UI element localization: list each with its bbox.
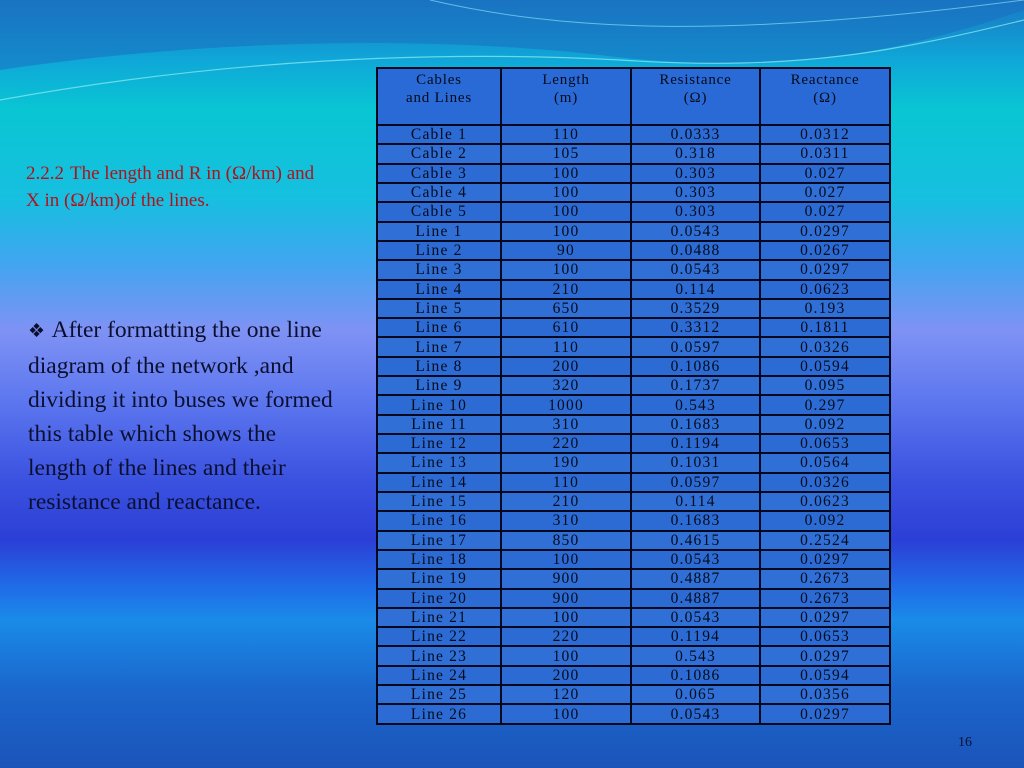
- cell-name: Line 10: [377, 395, 501, 414]
- table-row: [377, 357, 890, 376]
- section-heading-text: The length and R in (Ω/km) and X in (Ω/km)of the lines.: [26, 163, 315, 211]
- cell-length: 220: [501, 627, 631, 646]
- cell-resistance: 0.303: [631, 164, 760, 183]
- cell-length: 100: [501, 164, 631, 183]
- cell-resistance: 0.1086: [631, 666, 760, 685]
- cell-name: Line 8: [377, 357, 501, 376]
- cell-resistance: 0.543: [631, 395, 760, 414]
- cell-length: 210: [501, 280, 631, 299]
- cell-length: 200: [501, 666, 631, 685]
- cell-length: 320: [501, 376, 631, 395]
- cell-length: 200: [501, 357, 631, 376]
- cell-name: Line 15: [377, 492, 501, 511]
- cell-resistance: 0.065: [631, 685, 760, 704]
- table-row: [377, 473, 890, 492]
- cell-name: Line 24: [377, 666, 501, 685]
- cell-name: Cable 3: [377, 164, 501, 183]
- header-line-2: (Ω): [813, 90, 837, 106]
- cell-name: Line 23: [377, 646, 501, 665]
- cell-name: Line 14: [377, 473, 501, 492]
- cell-reactance: 0.0297: [760, 260, 890, 279]
- cell-length: 900: [501, 569, 631, 588]
- table-row: [377, 299, 890, 318]
- cell-length: 900: [501, 589, 631, 608]
- cell-length: 120: [501, 685, 631, 704]
- cell-name: Line 16: [377, 511, 501, 530]
- cell-reactance: 0.193: [760, 299, 890, 318]
- cell-reactance: 0.0326: [760, 473, 890, 492]
- header-line-2: (Ω): [683, 90, 708, 106]
- line-data-table: [376, 67, 891, 725]
- cell-length: 650: [501, 299, 631, 318]
- table-row: [377, 569, 890, 588]
- table-row: [377, 280, 890, 299]
- table-row: [377, 202, 890, 221]
- cell-resistance: 0.1683: [631, 511, 760, 530]
- cell-reactance: 0.0297: [760, 646, 890, 665]
- cell-length: 100: [501, 222, 631, 241]
- diamond-bullet-icon: ❖: [28, 321, 46, 342]
- cell-name: Line 26: [377, 704, 501, 724]
- table-row: [377, 434, 890, 453]
- table-row: [377, 453, 890, 472]
- cell-resistance: 0.1086: [631, 357, 760, 376]
- header-cables-and-lines: [377, 68, 501, 125]
- cell-resistance: 0.1031: [631, 453, 760, 472]
- cell-reactance: 0.092: [760, 511, 890, 530]
- table-row: [377, 337, 890, 356]
- cell-length: 100: [501, 646, 631, 665]
- header-line-1: Resistance: [659, 72, 732, 88]
- header-line-1: Reactance: [790, 72, 860, 88]
- section-heading: [26, 160, 326, 214]
- header-line-2: (m): [553, 90, 579, 106]
- table-row: [377, 589, 890, 608]
- cell-resistance: 0.0488: [631, 241, 760, 260]
- table-row: [377, 704, 890, 724]
- cell-name: Line 3: [377, 260, 501, 279]
- cell-name: Line 4: [377, 280, 501, 299]
- cell-name: Line 1: [377, 222, 501, 241]
- table-row: [377, 685, 890, 704]
- cell-resistance: 0.0543: [631, 260, 760, 279]
- cell-resistance: 0.0333: [631, 125, 760, 144]
- cell-name: Cable 4: [377, 183, 501, 202]
- description-text: After formatting the one line diagram of the network ,and dividing it into buses we formed this table which shows the length of the lines and their resistance and reactance.: [28, 317, 333, 515]
- cell-resistance: 0.1737: [631, 376, 760, 395]
- cell-reactance: 0.0326: [760, 337, 890, 356]
- cell-name: Line 6: [377, 318, 501, 337]
- table-row: [377, 511, 890, 530]
- table-row: [377, 395, 890, 414]
- table-body: [377, 125, 890, 724]
- cell-name: Line 13: [377, 453, 501, 472]
- table-row: [377, 627, 890, 646]
- cell-resistance: 0.303: [631, 202, 760, 221]
- cell-length: 110: [501, 473, 631, 492]
- header-line-1: Length: [542, 72, 590, 88]
- cell-name: Line 25: [377, 685, 501, 704]
- cell-length: 100: [501, 704, 631, 724]
- cell-name: Cable 2: [377, 144, 501, 163]
- cell-length: 110: [501, 337, 631, 356]
- cell-length: 850: [501, 531, 631, 550]
- cell-length: 100: [501, 202, 631, 221]
- cell-reactance: 0.0564: [760, 453, 890, 472]
- header-reactance: [760, 68, 890, 125]
- cell-reactance: 0.2673: [760, 589, 890, 608]
- cell-resistance: 0.318: [631, 144, 760, 163]
- cell-resistance: 0.0543: [631, 222, 760, 241]
- cell-reactance: 0.2524: [760, 531, 890, 550]
- cell-reactance: 0.297: [760, 395, 890, 414]
- table-header-row: [377, 68, 890, 125]
- cell-name: Line 17: [377, 531, 501, 550]
- cell-resistance: 0.1194: [631, 434, 760, 453]
- cell-length: 110: [501, 125, 631, 144]
- table-row: [377, 666, 890, 685]
- cell-reactance: 0.0653: [760, 627, 890, 646]
- description-paragraph: [28, 313, 333, 519]
- cell-name: Line 18: [377, 550, 501, 569]
- table-row: [377, 550, 890, 569]
- cell-resistance: 0.0543: [631, 550, 760, 569]
- cell-resistance: 0.4615: [631, 531, 760, 550]
- section-number: 2.2.2: [26, 163, 64, 184]
- cell-name: Cable 1: [377, 125, 501, 144]
- cell-name: Line 2: [377, 241, 501, 260]
- cell-length: 220: [501, 434, 631, 453]
- cell-length: 310: [501, 415, 631, 434]
- cell-resistance: 0.3529: [631, 299, 760, 318]
- table-row: [377, 260, 890, 279]
- cell-resistance: 0.0597: [631, 473, 760, 492]
- cell-resistance: 0.3312: [631, 318, 760, 337]
- cell-resistance: 0.0543: [631, 704, 760, 724]
- cell-length: 100: [501, 260, 631, 279]
- cell-reactance: 0.0356: [760, 685, 890, 704]
- cell-reactance: 0.027: [760, 164, 890, 183]
- cell-resistance: 0.114: [631, 280, 760, 299]
- cell-length: 210: [501, 492, 631, 511]
- cell-reactance: 0.0267: [760, 241, 890, 260]
- cell-reactance: 0.092: [760, 415, 890, 434]
- cell-reactance: 0.095: [760, 376, 890, 395]
- table-row: [377, 646, 890, 665]
- cell-name: Line 9: [377, 376, 501, 395]
- cell-reactance: 0.0297: [760, 550, 890, 569]
- cell-name: Line 21: [377, 608, 501, 627]
- table-row: [377, 318, 890, 337]
- cell-resistance: 0.1683: [631, 415, 760, 434]
- cell-resistance: 0.0597: [631, 337, 760, 356]
- cell-length: 610: [501, 318, 631, 337]
- cell-length: 1000: [501, 395, 631, 414]
- cell-length: 100: [501, 550, 631, 569]
- page-number: 16: [958, 735, 972, 750]
- cell-reactance: 0.0312: [760, 125, 890, 144]
- cell-resistance: 0.114: [631, 492, 760, 511]
- table-row: [377, 183, 890, 202]
- table-row: [377, 164, 890, 183]
- header-line-2: and Lines: [406, 90, 472, 106]
- cell-reactance: 0.0311: [760, 144, 890, 163]
- cell-reactance: 0.027: [760, 183, 890, 202]
- table-row: [377, 241, 890, 260]
- table-row: [377, 492, 890, 511]
- cell-name: Cable 5: [377, 202, 501, 221]
- cell-reactance: 0.027: [760, 202, 890, 221]
- table-row: [377, 144, 890, 163]
- cell-name: Line 11: [377, 415, 501, 434]
- cell-reactance: 0.0297: [760, 222, 890, 241]
- cell-length: 190: [501, 453, 631, 472]
- table-row: [377, 376, 890, 395]
- cell-name: Line 12: [377, 434, 501, 453]
- cell-reactance: 0.1811: [760, 318, 890, 337]
- table-row: [377, 415, 890, 434]
- header-length: [501, 68, 631, 125]
- cell-name: Line 7: [377, 337, 501, 356]
- table-row: [377, 125, 890, 144]
- cell-resistance: 0.4887: [631, 569, 760, 588]
- cell-reactance: 0.0297: [760, 704, 890, 724]
- cell-resistance: 0.303: [631, 183, 760, 202]
- table-row: [377, 608, 890, 627]
- cell-reactance: 0.0623: [760, 492, 890, 511]
- table-row: [377, 531, 890, 550]
- cell-name: Line 20: [377, 589, 501, 608]
- cell-reactance: 0.0653: [760, 434, 890, 453]
- cell-reactance: 0.0297: [760, 608, 890, 627]
- cell-resistance: 0.1194: [631, 627, 760, 646]
- cell-resistance: 0.0543: [631, 608, 760, 627]
- cell-reactance: 0.2673: [760, 569, 890, 588]
- cell-resistance: 0.543: [631, 646, 760, 665]
- cell-reactance: 0.0594: [760, 357, 890, 376]
- cell-length: 90: [501, 241, 631, 260]
- table-row: [377, 222, 890, 241]
- line-data-table-container: [376, 67, 889, 725]
- cell-length: 100: [501, 608, 631, 627]
- cell-reactance: 0.0623: [760, 280, 890, 299]
- cell-length: 100: [501, 183, 631, 202]
- header-resistance: [631, 68, 760, 125]
- cell-name: Line 22: [377, 627, 501, 646]
- cell-reactance: 0.0594: [760, 666, 890, 685]
- cell-name: Line 5: [377, 299, 501, 318]
- cell-length: 105: [501, 144, 631, 163]
- cell-resistance: 0.4887: [631, 589, 760, 608]
- cell-length: 310: [501, 511, 631, 530]
- header-line-1: Cables: [416, 72, 462, 88]
- cell-name: Line 19: [377, 569, 501, 588]
